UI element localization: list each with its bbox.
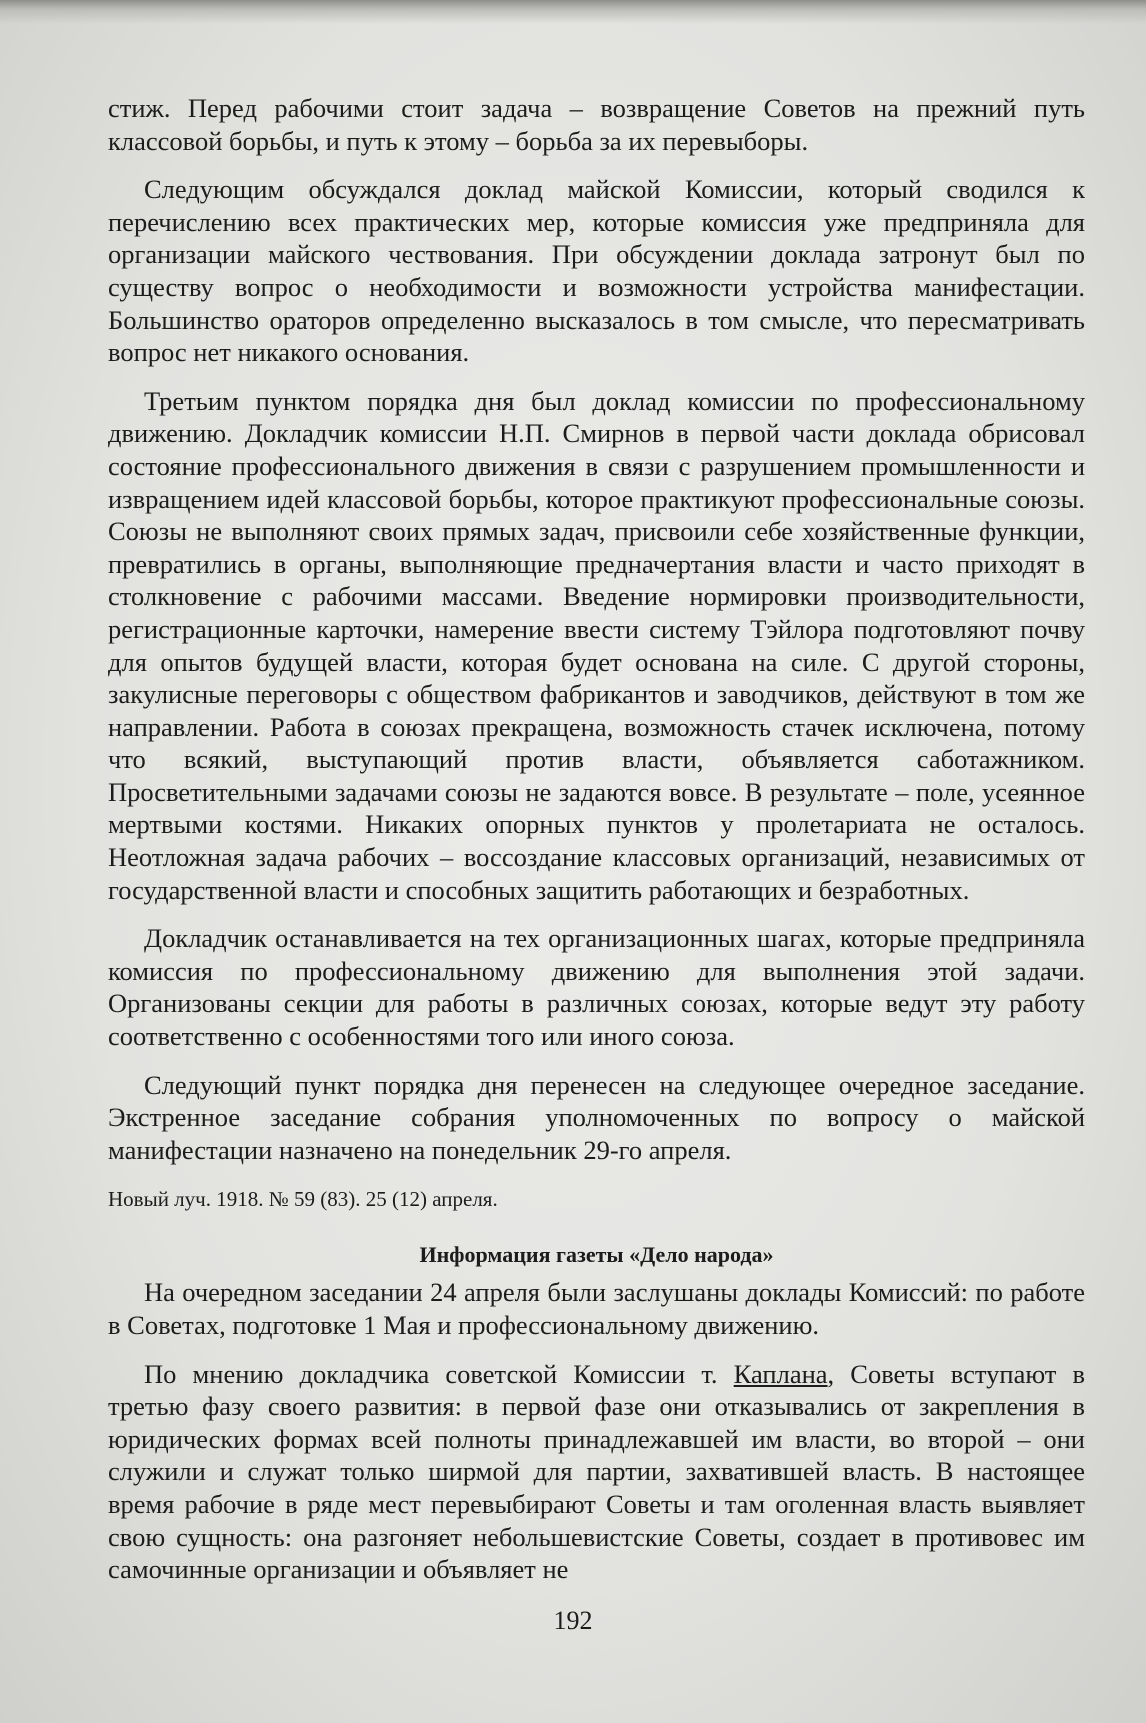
speaker-name: Каплана [733,1358,828,1389]
text-fragment: , Советы вступают в третью фазу своего развития: в первой фазе они отказывались от закрепления в юридических формах всей полноты принадлежавшей им власти, во второй – они служили и служат только ширмой для партии, захватившей власть. В настоящее время рабочие в ряде мест перевыбирают Советы и там оголенная власть выявляет свою сущность: она разгоняет небольшевистские Советы, создает в противовес им самочинные организации и объявляет не [108,1358,1086,1585]
paragraph-trade-union-report: Третьим пунктом порядка дня был доклад комиссии по профессиональному движению. Докладчик комиссии Н.П. Смирнов в первой части доклада обрисовал состояние профессионального движения в связи с разрушением промышленности и извращением идей классовой борьбы, которое практикуют профессиональные союзы. Союзы не выполняют своих прямых задач, присвоили себе хозяйственные функции, превратились в органы, выполняющие предначертания власти и часто приходят в столкновение с рабочими массами. Введение нормировки производительности, регистрационные карточки, намерение ввести систему Тэйлора подготовляют почву для опытов будущей власти, которая будет основана на силе. С другой стороны, закулисные переговоры с обществом фабрикантов и заводчиков, действуют в том же направлении. Работа в союзах прекращена, возможность стачек исключена, потому что всякий, выступающий против власти, объявляется саботажником. Просветительными задачами союзы не задаются вовсе. В результате – поле, усеянное мертвыми костями. Никаких опорных пунктов у пролетариата не осталось. Неотложная задача рабочих – воссоздание классовых организаций, независимых от государственной власти и способных защитить работающих и безработных. [108,385,1085,905]
paragraph-next-meeting: Следующий пункт порядка дня перенесен на следующее очередное заседание. Экстренное заседание собрания уполномоченных по вопросу о майской манифестации назначено на понедельник 29-го апреля. [108,1069,1085,1165]
paragraph-continuation: стиж. Перед рабочими стоит задача – возвращение Советов на прежний путь классовой борьбы, и путь к этому – борьба за их перевыборы. [108,93,1085,156]
paragraph-may-commission: Следующим обсуждался доклад майской Комиссии, который сводился к перечислению всех практических мер, которые комиссия уже предприняла для организации майского чествования. При обсуждении доклада затронут был по существу вопрос о необходимости и возможности устройства манифестации. Большинство ораторов определенно высказалось в том смысле, что пересматривать вопрос нет никакого основания. [108,174,1085,368]
source-citation: Новый луч. 1918. № 59 (83). 25 (12) апреля. [108,1187,498,1212]
paragraph-kaplan-report [108,1358,1085,1586]
scan-shadow [0,0,1146,24]
section-heading: Информация газеты «Дело народа» [419,1242,774,1268]
paragraph-organizational-steps: Докладчик останавливается на тех организационных шагах, которые предприняла комиссия по профессиональному движению для выполнения этой задачи. Организованы секции для работы в различных союзах, которые ведут эту работу соответственно с особенностями того или иного союза. [108,923,1085,1052]
page-number: 192 [553,1606,593,1635]
paragraph-meeting-reports: На очередном заседании 24 апреля были заслушаны доклады Комиссий: по работе в Советах, подготовке 1 Мая и профессиональному движению. [108,1277,1085,1340]
main-text [108,92,1085,1586]
text-fragment: По мнению докладчика советской Комиссии т. [144,1358,734,1389]
